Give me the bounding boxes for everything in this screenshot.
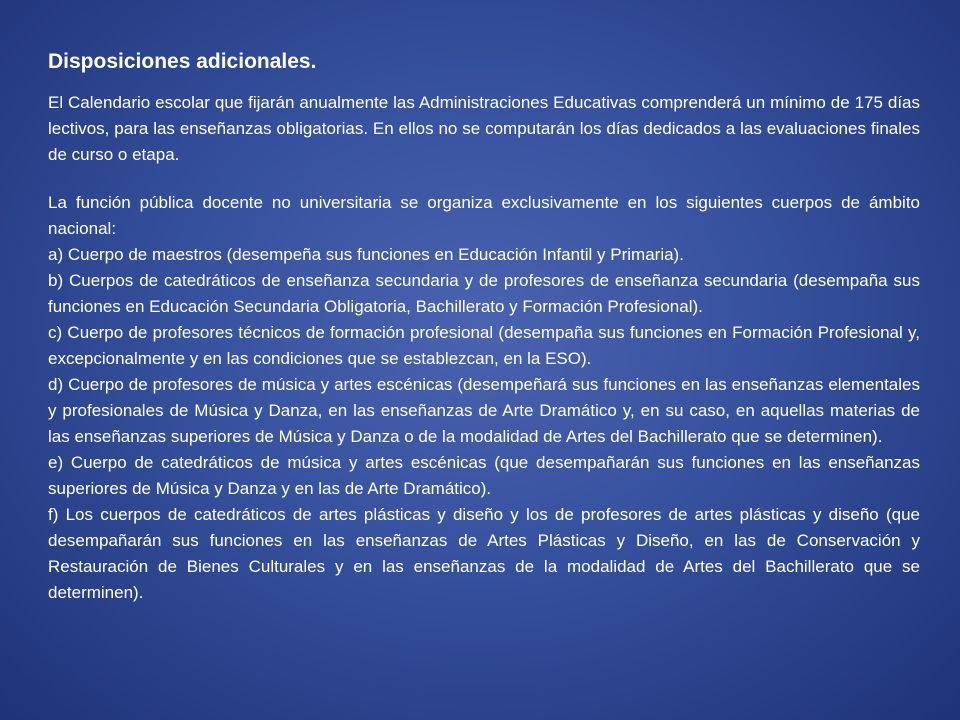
slide-content	[48, 48, 920, 606]
paragraph-calendario: El Calendario escolar que fijarán anualmente las Administraciones Educativas comprenderá un mínimo de 175 días lectivos, para las enseñanzas obligatorias. En ellos no se computarán los días dedicados a las evaluaciones finales de curso o etapa.	[48, 93, 920, 164]
paragraph-funcion-publica: La función pública docente no universitaria se organiza exclusivamente en los siguientes cuerpos de ámbito nacional:	[48, 193, 920, 238]
slide-title: Disposiciones adicionales.	[48, 50, 317, 73]
list-item-f: f) Los cuerpos de catedráticos de artes plásticas y diseño y los de profesores de artes plásticas y diseño (que desempañarán sus funciones en las enseñanzas de Artes Plásticas y Diseño, en las de Conservación y Restauración de Bienes Culturales y en las enseñanzas de la modalidad de Artes del Bachillerato que se determinen).	[48, 505, 920, 602]
list-item-a: a) Cuerpo de maestros (desempeña sus funciones en Educación Infantil y Primaria).	[48, 245, 684, 264]
list-item-b: b) Cuerpos de catedráticos de enseñanza secundaria y de profesores de enseñanza secundaria (desempaña sus funciones en Educación Secundaria Obligatoria, Bachillerato y Formación Profesional).	[48, 271, 920, 316]
list-item-d: d) Cuerpo de profesores de música y artes escénicas (desempeñará sus funciones en las enseñanzas elementales y profesionales de Música y Danza, en las enseñanzas de Arte Dramático y, en su caso, en aquellas materias de las enseñanzas superiores de Música y Danza o de la modalidad de Artes del Bachillerato que se determinen).	[48, 375, 920, 446]
list-item-c: c) Cuerpo de profesores técnicos de formación profesional (desempaña sus funciones en Formación Profesional y, excepcionalmente y en las condiciones que se establezcan, en la ESO).	[48, 323, 920, 368]
list-item-e: e) Cuerpo de catedráticos de música y artes escénicas (que desempañarán sus funciones en las enseñanzas superiores de Música y Danza y en las de Arte Dramático).	[48, 453, 920, 498]
